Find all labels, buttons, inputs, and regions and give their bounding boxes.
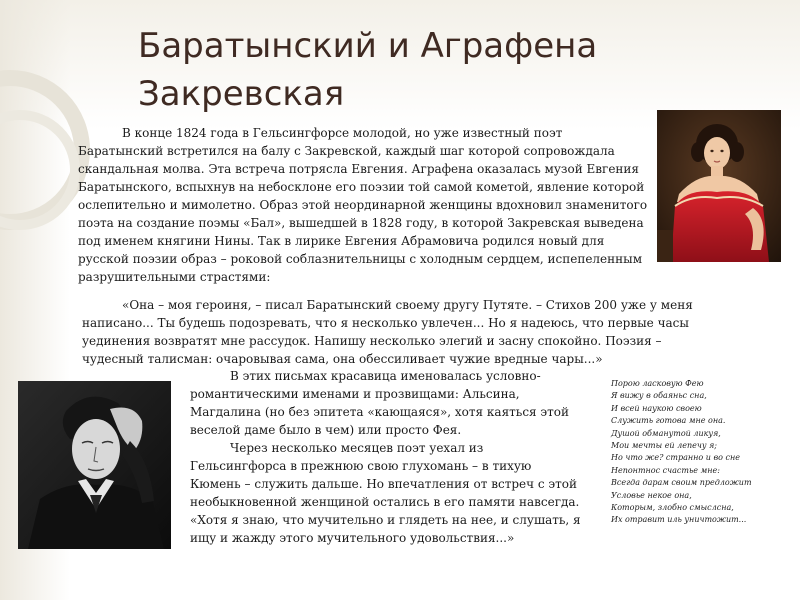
- paragraph-letters-b-text: Через несколько месяцев поэт уехал из Гельсингфорса в прежнюю свою глухомань – в тихую Кюмень – служить дальше. Но впечатления от встреч с этой необыкновенной женщиной остались в его памяти навсегда. «Хотя я знаю, что мучительно и глядеть на нее, и слушать, я ищу и жажду этого мучительного удовольствия...»: [190, 441, 581, 545]
- poem-line: Мои мечты ей лепечу я;: [611, 441, 717, 451]
- poem-line: Условье некое она,: [611, 490, 692, 500]
- poem-line: Которым, злобно смыслсна,: [611, 503, 734, 513]
- poem-line: Их отравит иль уничтожит...: [611, 515, 747, 525]
- slide-title: Баратынский и Аграфена Закревская: [138, 26, 598, 114]
- paragraph-letters-b: [190, 439, 582, 547]
- poem-excerpt: [611, 378, 796, 527]
- paragraph-quote: [82, 296, 722, 368]
- paragraph-intro: [78, 124, 650, 286]
- man-portrait-image: [18, 381, 171, 549]
- poem-line: Порою ласковую Фею: [611, 379, 704, 388]
- paragraph-letters-a-text: В этих письмах красавица именовалась условно-романтическими именами и прозвищами: Альсина, Магдалина (но без эпитета «кающаяся», хотя каяться этой веселой даме было в чем) или просто Фея.: [190, 369, 570, 437]
- poem-line: Но что же? странно и во сне: [611, 453, 740, 463]
- poem-line: Служить готова мне она.: [611, 416, 726, 426]
- poem-line: Непонтнос счастье мне:: [611, 465, 720, 475]
- poem-line: Я вижу в обаяньс сна,: [611, 391, 707, 401]
- paragraph-quote-text: «Она – моя героиня, – писал Баратынский своему другу Путяте. – Стихов 200 уже у меня написано... Ты будешь подозревать, что я несколько увлечен... Но я надеюсь, что первые часы уединения возвратят мне рассудок. Напишу несколько элегий и засну спокойно. Поэзия – чудесный талисман: очаровывая сама, она обессиливает чужие вредные чары...»: [82, 298, 693, 366]
- woman-portrait-image: [657, 110, 781, 262]
- poem-line: Всегда дарам своим предложит: [611, 478, 752, 488]
- poem-line: Душой обманутой ликуя,: [611, 428, 721, 438]
- paragraph-intro-text: В конце 1824 года в Гельсингфорсе молодой, но уже известный поэт Баратынский встретился на балу с Закревской, каждый шаг которой сопровождала скандальная молва. Эта встреча потрясла Евгения. Аграфена оказалась музой Евгения Баратынского, вспыхнув на небосклоне его поэзии той самой кометой, явление которой ослепительно и мимолетно. Образ этой неординарной женщины вдохновил знаменитого поэта на создание поэмы «Бал», вышедшей в 1828 году, в которой Закревская выведена под именем княгини Нины. Так в лирике Евгения Абрамовича родился новый для русской поэзии образ – роковой соблазнительницы с холодным сердцем, испепеленным разрушительными страстями:: [78, 126, 648, 284]
- paragraph-letters-a: [190, 367, 582, 439]
- paragraph-letters: [190, 367, 582, 547]
- poem-line: И всей наукою своею: [611, 403, 702, 413]
